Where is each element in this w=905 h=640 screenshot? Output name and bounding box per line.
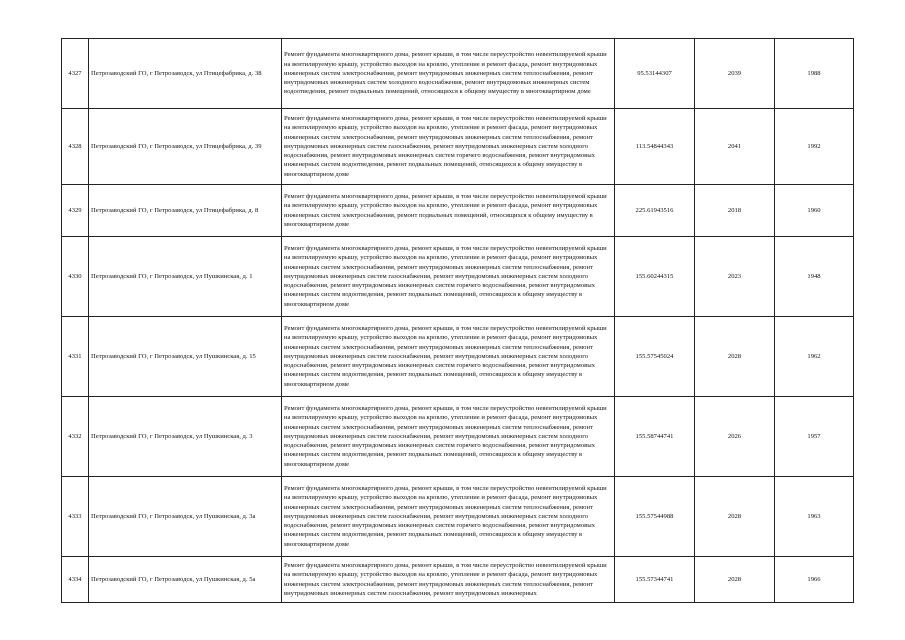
address-cell: Петрозаводский ГО, г Петрозаводск, ул Птицефабрика, д. 38 [89,39,282,109]
address-cell: Петрозаводский ГО, г Петрозаводск, ул Пушкинская, д. 15 [89,317,282,397]
address-cell: Петрозаводский ГО, г Петрозаводск, ул Пушкинская, д. 3 [89,397,282,477]
table-row [62,317,854,397]
planned-year-cell: 2039 [695,39,775,109]
works-cell: Ремонт фундамента многоквартирного дома, ремонт крыши, в том числе переустройство невентилируемой крыши на вентилируемую крышу, устройство выходов на кровлю, утепление и ремонт фасада, ремонт внутридомовых инженерных систем электроснабжения, ремонт внутридомовых инженерных систем теплоснабжения, ремонт внутридомовых инженерных систем холодного водоснабжения, ремонт внутридомовых инженерных систем водоотведения, ремонт подвальных помещений, относящихся к общему имуществу в многоквартирном доме [282,39,615,109]
table-row [62,557,854,603]
capital-repair-table [61,38,854,603]
built-year-cell: 1962 [775,317,854,397]
works-cell: Ремонт фундамента многоквартирного дома, ремонт крыши, в том числе переустройство невентилируемой крыши на вентилируемую крышу, устройство выходов на кровлю, утепление и ремонт фасада, ремонт внутридомовых инженерных систем электроснабжения, ремонт внутридомовых инженерных систем теплоснабжения, ремонт внутридомовых инженерных систем газоснабжения, ремонт внутридомовых инженерных систем холодного водоснабжения, ремонт внутридомовых инженерных систем горячего водоснабжения, ремонт внутридомовых инженерных систем водоотведения, ремонт подвальных помещений, относящихся к общему имуществу в многоквартирном доме [282,477,615,557]
table-row [62,109,854,185]
cost-cell: 155.57544988 [615,477,695,557]
cost-cell: 155.57344741 [615,557,695,603]
works-cell: Ремонт фундамента многоквартирного дома, ремонт крыши, в том числе переустройство невентилируемой крыши на вентилируемую крышу, устройство выходов на кровлю, утепление и ремонт фасада, ремонт внутридомовых инженерных систем электроснабжения, ремонт внутридомовых инженерных систем теплоснабжения, ремонт внутридомовых инженерных систем газоснабжения, ремонт внутридомовых инженерных систем холодного водоснабжения, ремонт внутридомовых инженерных систем горячего водоснабжения, ремонт внутридомовых инженерных систем водоотведения, ремонт подвальных помещений, относящихся к общему имуществу в многоквартирном доме [282,237,615,317]
row-number: 4332 [62,397,89,477]
table-body [62,39,854,603]
planned-year-cell: 2028 [695,317,775,397]
row-number: 4328 [62,109,89,185]
works-cell: Ремонт фундамента многоквартирного дома, ремонт крыши, в том числе переустройство невентилируемой крыши на вентилируемую крышу, устройство выходов на кровлю, утепление и ремонт фасада, ремонт внутридомовых инженерных систем электроснабжения, ремонт внутридомовых инженерных систем теплоснабжения, ремонт внутридомовых инженерных систем газоснабжения, ремонт внутридомовых инженерных [282,557,615,603]
planned-year-cell: 2028 [695,557,775,603]
cost-cell: 113.54844343 [615,109,695,185]
cost-cell: 225.61943516 [615,185,695,237]
planned-year-cell: 2023 [695,237,775,317]
built-year-cell: 1960 [775,185,854,237]
works-cell: Ремонт фундамента многоквартирного дома, ремонт крыши, в том числе переустройство невентилируемой крыши на вентилируемую крышу, устройство выходов на кровлю, утепление и ремонт фасада, ремонт внутридомовых инженерных систем электроснабжения, ремонт внутридомовых инженерных систем теплоснабжения, ремонт внутридомовых инженерных систем газоснабжения, ремонт внутридомовых инженерных систем холодного водоснабжения, ремонт внутридомовых инженерных систем горячего водоснабжения, ремонт внутридомовых инженерных систем водоотведения, ремонт подвальных помещений, относящихся к общему имуществу в многоквартирном доме [282,397,615,477]
address-cell: Петрозаводский ГО, г Петрозаводск, ул Птицефабрика, д. 39 [89,109,282,185]
table-row [62,39,854,109]
works-cell: Ремонт фундамента многоквартирного дома, ремонт крыши, в том числе переустройство невентилируемой крыши на вентилируемую крышу, устройство выходов на кровлю, утепление и ремонт фасада, ремонт внутридомовых инженерных систем электроснабжения, ремонт подвальных помещений, относящихся к общему имуществу в многоквартирном доме [282,185,615,237]
row-number: 4333 [62,477,89,557]
row-number: 4330 [62,237,89,317]
address-cell: Петрозаводский ГО, г Петрозаводск, ул Пушкинская, д. 3а [89,477,282,557]
built-year-cell: 1948 [775,237,854,317]
cost-cell: 155.60244315 [615,237,695,317]
address-cell: Петрозаводский ГО, г Петрозаводск, ул Пушкинская, д. 5а [89,557,282,603]
row-number: 4331 [62,317,89,397]
address-cell: Петрозаводский ГО, г Петрозаводск, ул Пушкинская, д. 1 [89,237,282,317]
built-year-cell: 1988 [775,39,854,109]
built-year-cell: 1963 [775,477,854,557]
row-number: 4327 [62,39,89,109]
cost-cell: 95.53144307 [615,39,695,109]
built-year-cell: 1966 [775,557,854,603]
table-row [62,237,854,317]
table-row [62,397,854,477]
planned-year-cell: 2028 [695,477,775,557]
cost-cell: 155.58744741 [615,397,695,477]
built-year-cell: 1957 [775,397,854,477]
works-cell: Ремонт фундамента многоквартирного дома, ремонт крыши, в том числе переустройство невентилируемой крыши на вентилируемую крышу, устройство выходов на кровлю, утепление и ремонт фасада, ремонт внутридомовых инженерных систем электроснабжения, ремонт внутридомовых инженерных систем теплоснабжения, ремонт внутридомовых инженерных систем газоснабжения, ремонт внутридомовых инженерных систем холодного водоснабжения, ремонт внутридомовых инженерных систем горячего водоснабжения, ремонт внутридомовых инженерных систем водоотведения, ремонт подвальных помещений, относящихся к общему имуществу в многоквартирном доме [282,109,615,185]
table-row [62,185,854,237]
built-year-cell: 1992 [775,109,854,185]
planned-year-cell: 2026 [695,397,775,477]
works-cell: Ремонт фундамента многоквартирного дома, ремонт крыши, в том числе переустройство невентилируемой крыши на вентилируемую крышу, устройство выходов на кровлю, утепление и ремонт фасада, ремонт внутридомовых инженерных систем электроснабжения, ремонт внутридомовых инженерных систем теплоснабжения, ремонт внутридомовых инженерных систем газоснабжения, ремонт внутридомовых инженерных систем холодного водоснабжения, ремонт внутридомовых инженерных систем горячего водоснабжения, ремонт внутридомовых инженерных систем водоотведения, ремонт подвальных помещений, относящихся к общему имуществу в многоквартирном доме [282,317,615,397]
row-number: 4334 [62,557,89,603]
planned-year-cell: 2041 [695,109,775,185]
cost-cell: 155.57545024 [615,317,695,397]
planned-year-cell: 2018 [695,185,775,237]
address-cell: Петрозаводский ГО, г Петрозаводск, ул Птицефабрика, д. 8 [89,185,282,237]
row-number: 4329 [62,185,89,237]
table-row [62,477,854,557]
